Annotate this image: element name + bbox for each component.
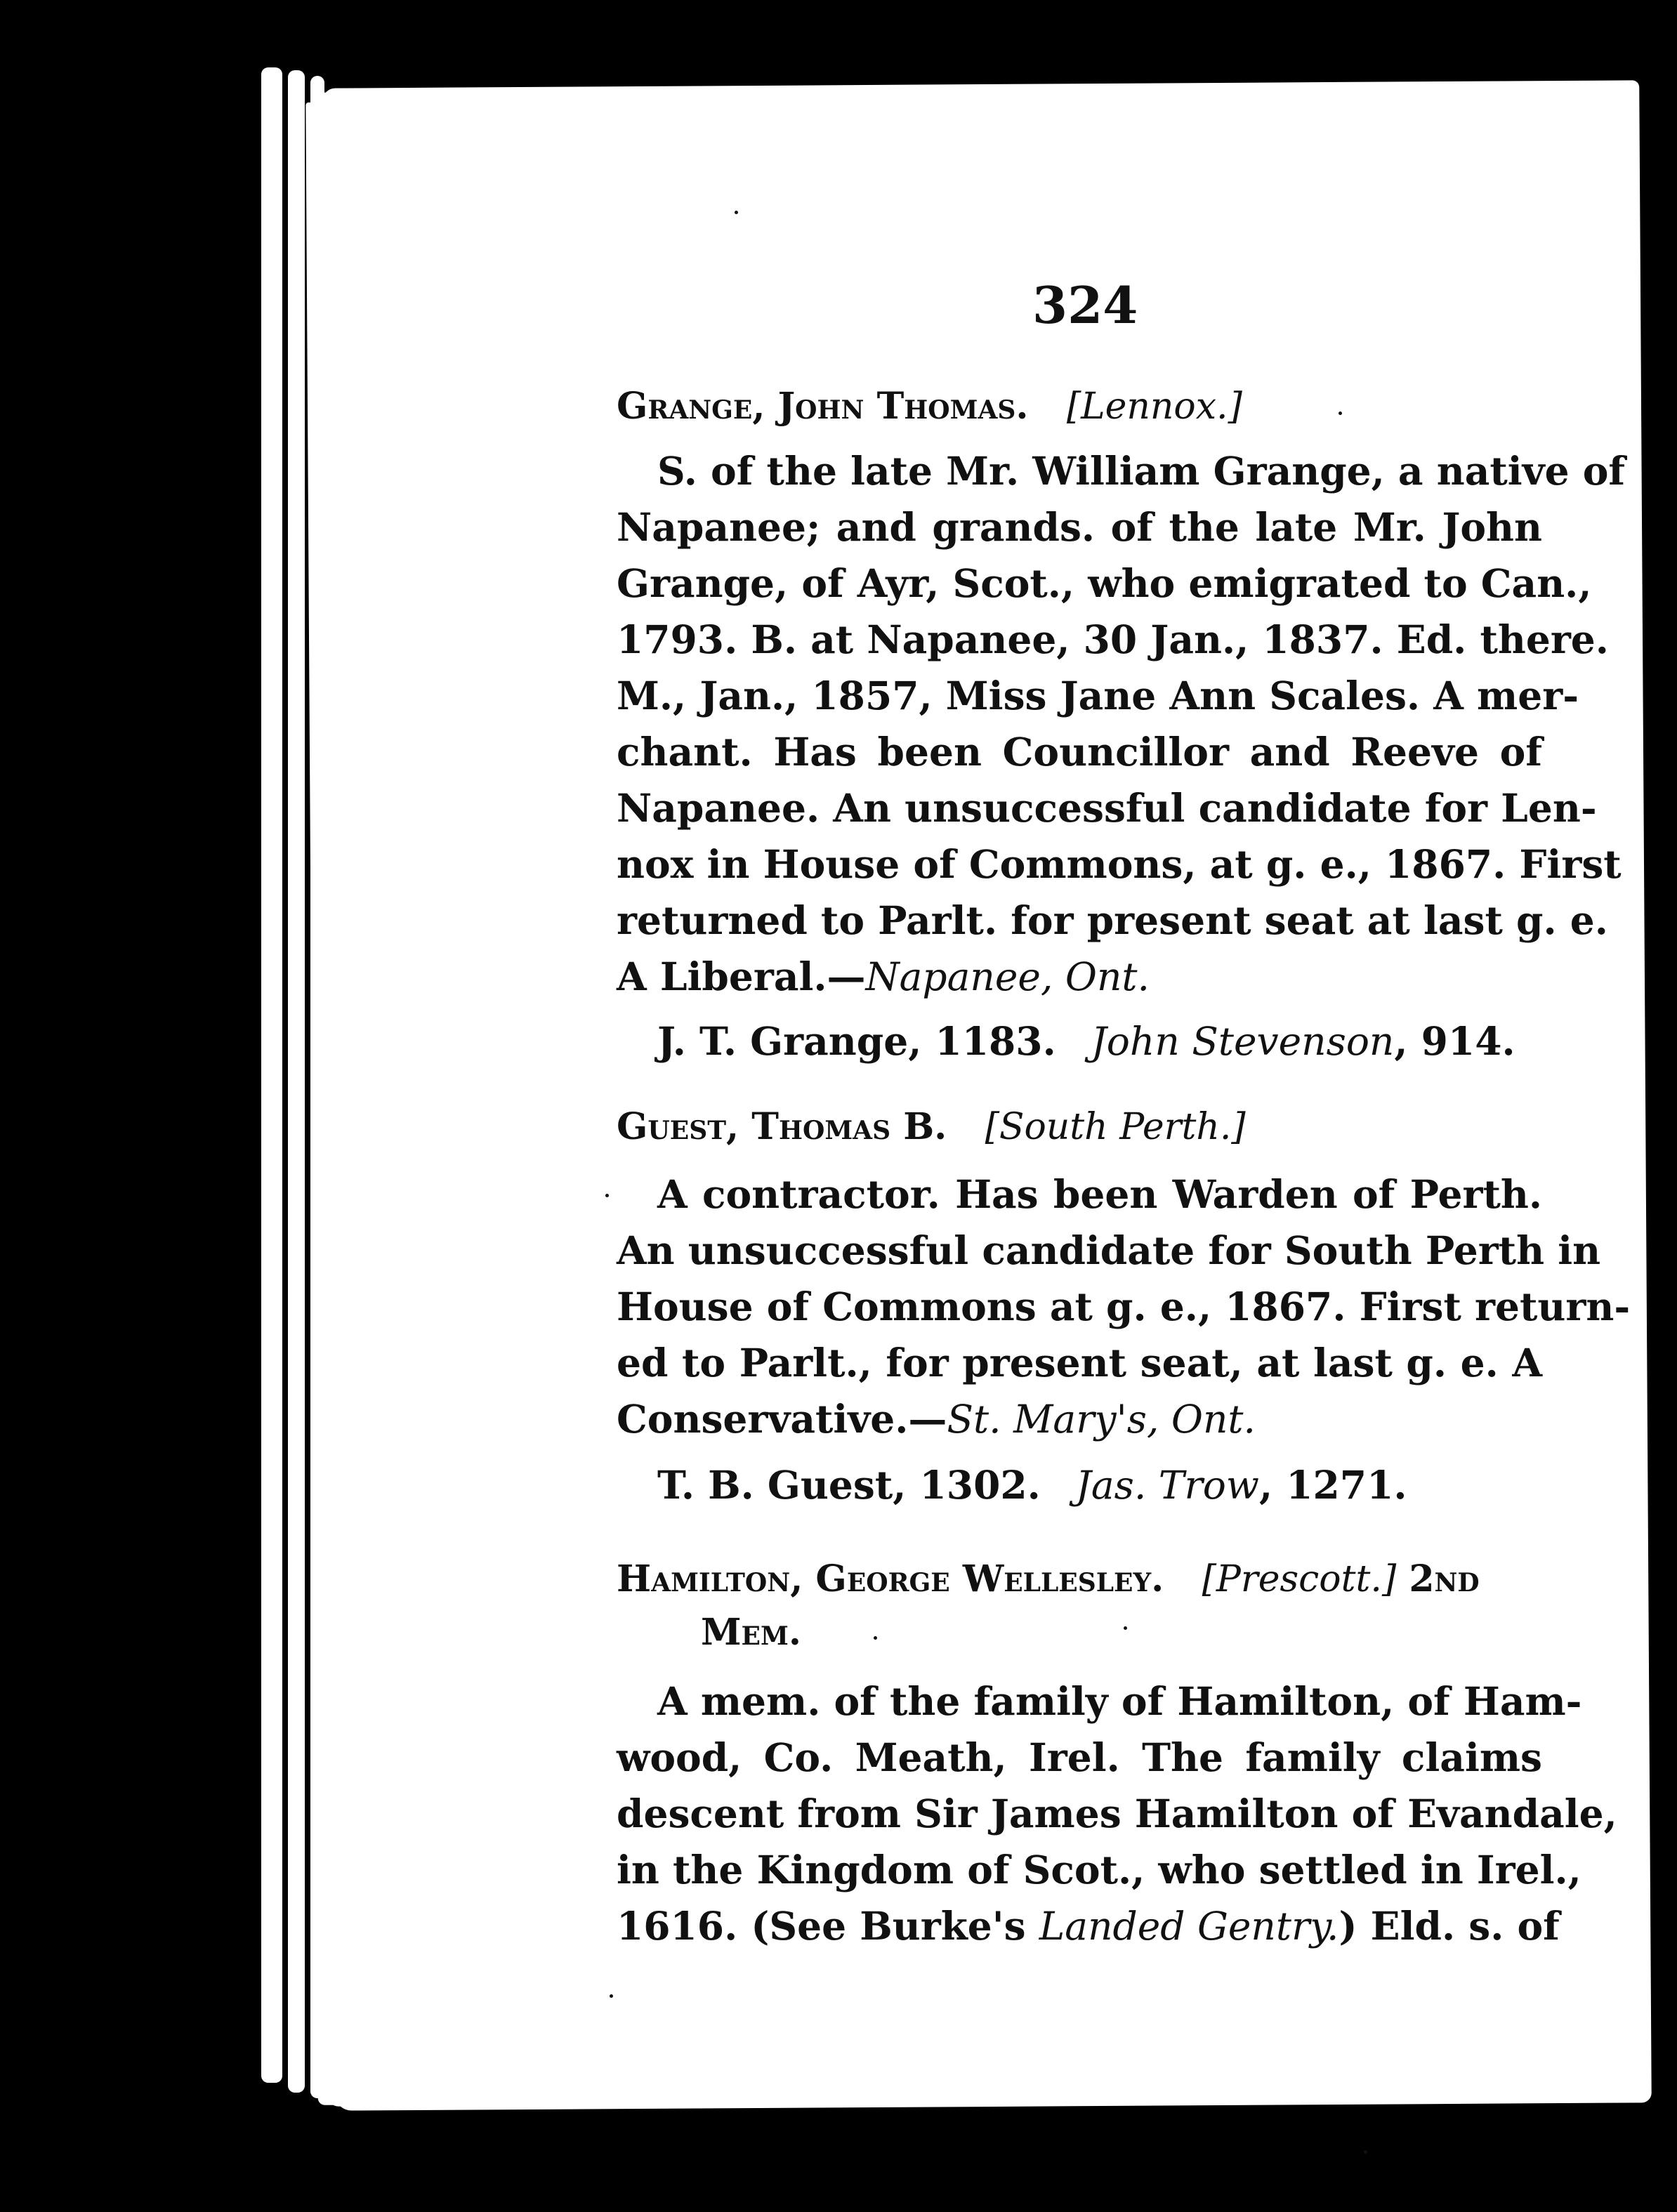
entry-text-line: Napanee; and grands. of the late Mr. John — [617, 504, 1542, 550]
entry-text-line: M., Jan., 1857, Miss Jane Ann Scales. A mer- — [617, 673, 1579, 718]
scan-speck — [1339, 412, 1342, 415]
entry-given-names: Thomas B. — [751, 1105, 947, 1148]
page-number: 324 — [1032, 275, 1138, 335]
book-title: Landed Gentry. — [1039, 1904, 1339, 1949]
entry-constituency: [Prescott.] — [1202, 1558, 1397, 1600]
entry-text-line: S. of the late Mr. William Grange, a native of — [657, 448, 1626, 494]
entry-text-line: ed to Parlt., for present seat, at last g. e. A — [617, 1340, 1542, 1385]
scan-speck — [605, 1194, 609, 1197]
entry-given-names: John Thomas — [777, 385, 1016, 428]
party-label: A Liberal.— — [617, 954, 866, 999]
scan-speck — [610, 1994, 613, 1998]
entry-text-line: descent from Sir James Hamilton of Evandale, — [617, 1791, 1617, 1836]
scan-speck — [874, 1636, 877, 1640]
entry-text-line — [617, 1396, 1542, 1442]
entry-surname: Hamilton — [617, 1558, 791, 1600]
entry-constituency: [Lennox.] — [1066, 386, 1242, 428]
entry-surname: Grange — [617, 385, 753, 428]
opponent-name: John Stevenson — [1091, 1019, 1395, 1064]
line-text: ) Eld. s. of — [1339, 1903, 1560, 1949]
residence: Napanee, Ont. — [865, 954, 1150, 999]
scan-speck — [1124, 1626, 1127, 1630]
entry-constituency: [South Perth.] — [985, 1106, 1246, 1148]
scan-speck — [1364, 2150, 1367, 2154]
entry-heading-hamilton-continued — [701, 1611, 801, 1654]
entry-given-names: George Wellesley — [815, 1558, 1152, 1600]
entry-suffix: 2nd — [1409, 1558, 1480, 1600]
entry-text-line: nox in House of Commons, at g. e., 1867. First — [617, 841, 1622, 887]
page-edge-stack — [261, 67, 282, 2083]
entry-heading-hamilton: Hamilton, George Wellesley. [Prescott.] 2nd — [617, 1558, 1480, 1600]
residence: St. Mary's, Ont. — [947, 1397, 1256, 1442]
election-result — [657, 1462, 1407, 1508]
entry-text-line: Grange, of Ayr, Scot., who emigrated to Can., — [617, 560, 1592, 606]
opponent-name: Jas. Trow — [1075, 1463, 1259, 1508]
opponent-votes: , 914. — [1394, 1018, 1515, 1064]
entry-text-line: An unsuccessful candidate for South Perth in — [617, 1227, 1601, 1273]
entry-text-line: House of Commons at g. e., 1867. First return- — [617, 1284, 1631, 1329]
scan-speck — [735, 211, 738, 214]
entry-text-line: A contractor. Has been Warden of Perth. — [657, 1171, 1542, 1217]
winner-votes: T. B. Guest, 1302. — [657, 1462, 1041, 1508]
entry-text-line: wood, Co. Meath, Irel. The family claims — [617, 1734, 1542, 1780]
page-edge-stack — [288, 70, 305, 2093]
entry-heading-guest: Guest, Thomas B. [South Perth.] — [617, 1105, 1246, 1148]
entry-text-line: returned to Parlt. for present seat at last g. e. — [617, 897, 1608, 943]
entry-text-line: A mem. of the family of Hamilton, of Ham- — [657, 1678, 1582, 1724]
entry-text-line: chant. Has been Councillor and Reeve of — [617, 729, 1542, 775]
entry-text-line: Napanee. An unsuccessful candidate for Len- — [617, 785, 1597, 831]
opponent-votes: , 1271. — [1258, 1462, 1407, 1508]
party-label: Conservative.— — [617, 1396, 947, 1442]
entry-text-line: 1793. B. at Napanee, 30 Jan., 1837. Ed. there. — [617, 617, 1609, 662]
election-result — [657, 1018, 1515, 1064]
entry-heading-grange: Grange, John Thomas. [Lennox.] — [617, 385, 1242, 428]
entry-surname: Guest — [617, 1105, 727, 1148]
entry-suffix-continued: Mem. — [701, 1611, 801, 1654]
entry-text-line: in the Kingdom of Scot., who settled in Irel., — [617, 1847, 1581, 1892]
entry-text-line — [617, 1903, 1560, 1949]
entry-text-line — [617, 954, 1542, 999]
line-text: 1616. (See Burke's — [617, 1903, 1039, 1949]
page-edge-stack — [310, 76, 324, 2098]
winner-votes: J. T. Grange, 1183. — [657, 1018, 1056, 1064]
